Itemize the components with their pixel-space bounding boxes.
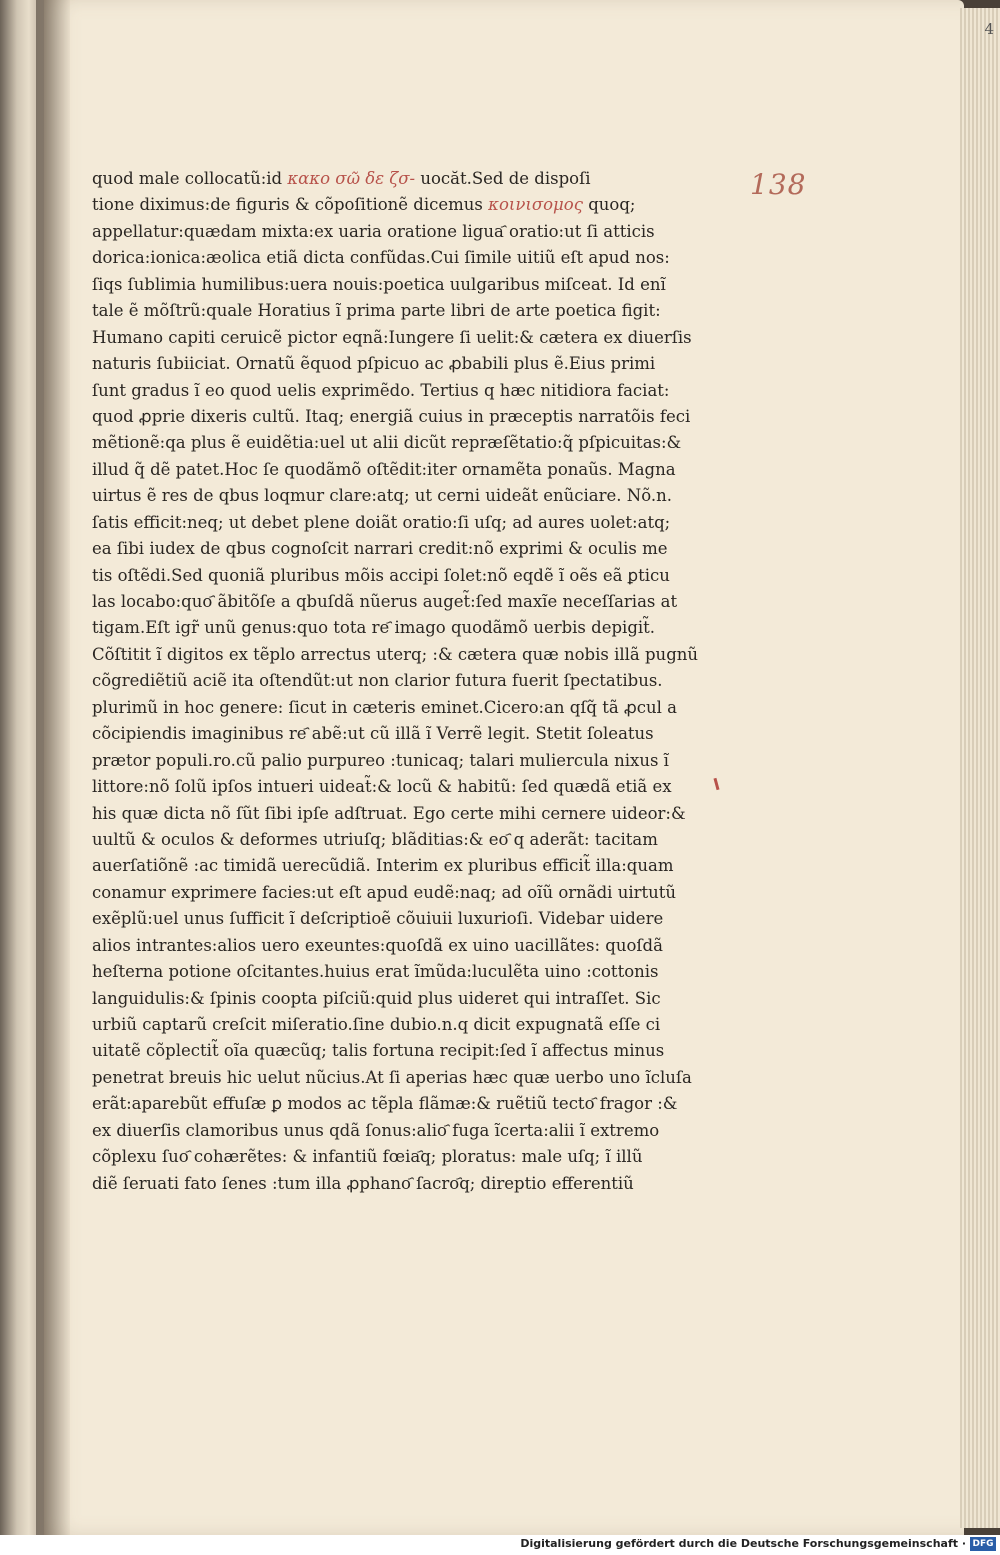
text-line: ex diuerſis clamoribus unus qdã ſonus:alio҄ fuga ĩcerta:alii ĩ extremo [92,1120,660,1140]
right-fore-edge [960,8,1000,1528]
text-line: heſterna potione oſcitantes.huius erat ĩmũda:luculẽta uino :cottonis [92,962,659,982]
text-line: illud q̃ dẽ patet.Hoc ſe quodãmõ oſtẽdit:iter ornamẽta ponaũs. Magna [92,459,676,479]
text-line: diẽ ſeruati fato ſenes :tum illa ꝓphano҄ ſacro҄q; direptio efferentiũ [92,1173,634,1193]
text-line: uultũ & oculos & deformes utriuſq; blãditias:& eo҄ q aderãt: tacitam [92,829,658,849]
text-line: alios intrantes:alios uero exeuntes:quoſdã ex uino uacillãtes: quoſdã [92,935,663,955]
dfg-logo: DFG [970,1537,996,1551]
line-segment: quoq; [582,195,636,215]
text-line: appellatur:quædam mixta:ex uaria oratione ligua҄ oratio:ut ſi atticis [92,221,655,241]
text-line: cõcipiendis imaginibus re҄ abẽ:ut cũ illã ĩ Verrẽ legit. Stetit ſoleatus [92,724,654,744]
text-line: urbiũ captarũ creſcit miſeratio.ſine dubio.n.q dicit expugnatã eſſe ci [92,1015,661,1034]
text-line: las locabo:quo҄ ãbitõſe a qbuſdã nũerus auget̃:ſed maxĩe neceſſarias at [92,592,678,611]
text-line: cõplexu ſuo҄ cohærẽtes: & infantiũ fœia҄q; ploratus: male uſq; ĩ illũ [92,1147,643,1167]
text-line: littore:nõ ſolũ ipſos intueri uideat̃:& locũ & habitũ: ſed quædã etiã ex [92,777,672,797]
text-line: prætor populi.ro.cũ palio purpureo :tunicaq; talari muliercula nixus ĩ [92,750,669,770]
text-line: Cõſtitit ĩ digitos ex tẽplo arrectus uterq; :& cætera quæ nobis illã pugnũ [92,644,699,664]
text-line [92,166,712,192]
text-line: uitatẽ cõplectit̃ oĩa quæcũq; talis fortuna recipit:ſed ĩ affectus minus [92,1041,665,1061]
book-gutter [36,0,70,1535]
text-line: plurimũ in hoc genere: ſicut in cæteris eminet.Cicero:an qſq̃ tã ꝓcul a [92,697,677,717]
footer-credit: Digitalisierung gefördert durch die Deutsche Forschungsgemeinschaft · [520,1537,966,1550]
text-line: mẽtionẽ:qa plus ẽ euidẽtia:uel ut alii dicũt repræſẽtatio:q̃ pſpicuitas:& [92,433,682,453]
line-segment: quod male collocatũ:id [92,169,288,188]
text-line: conamur exprimere facies:ut eſt apud eudẽ:naq; ad oĩũ ornãdi uirtutũ [92,882,676,902]
corner-mark: 4 [984,20,994,38]
text-line: ſatis efficit:neq; ut debet plene doiãt oratio:ſi uſq; ad aures uolet:atq; [92,512,671,532]
text-line: cõgrediẽtiũ aciẽ ita oſtendũt:ut non clarior futura fuerit ſpeсtatibus. [92,671,663,691]
text-block [92,166,712,1197]
text-line: tis oſtẽdi.Sed quoniã pluribus mõis accipi ſolet:nõ eqdẽ ĩ oẽs eã ꝑticu [92,565,670,585]
text-line: auerſatiõnẽ :ac timidã uerecũdiã. Interim ex pluribus efficit̃ illa:quam [92,856,674,876]
line-segment: uocăt.Sed de dispoſi [415,169,591,188]
text-line: penetrat breuis hic uelut nũcius.At ſi aperias hæc quæ uerbo uno ĩcluſa [92,1067,692,1087]
text-line: Humano capiti ceruicẽ pictor eqnã:Iungere ſi uelit:& cætera ex diuerſis [92,327,692,347]
text-line: uirtus ẽ res de qbus loqmur clare:atq; ut cerni uideãt enũciare. Nõ.n. [92,486,672,506]
folio-number: 138 [750,168,807,201]
text-line: tigam.Eſt igr̃ unũ genus:quo tota re҄ imago quodãmõ uerbis depigit̃. [92,618,656,638]
text-line: erãt:aparebũt effuſæ ꝑ modos ac tẽpla flãmæ:& ruẽtiũ tecto҄ fragor :& [92,1094,678,1114]
text-line: naturis ſubiiciat. Ornatũ ẽquod pſpicuo ac ꝓbabili plus ẽ.Eius primi [92,354,656,374]
greek-insertion: κακο σῶ δε ζσ- [287,169,416,188]
text-line: ſiqs ſublimia humilibus:uera nouis:poetica uulgaribus miſceat. Id enĩ [92,274,666,294]
text-line: exẽplũ:uel unus ſufficit ĩ deſcriptioẽ cõuiuii luxurioſi. Videbar uidere [92,909,664,929]
text-line: ea ſibi iudex de qbus cognoſcit narrari credit:nõ exprimi & oculis me [92,539,668,559]
text-line: quod ꝓprie dixeris cultũ. Itaq; energiã cuius in præceptis narratõis feci [92,406,691,426]
text-line: tale ẽ mõſtrũ:quale Horatius ĩ prima parte libri de arte poetica figit: [92,301,661,321]
text-line [92,192,712,218]
text-line: languidulis:& ſpinis coopta piſciũ:quid plus uideret qui intraſſet. Sic [92,988,661,1008]
text-line: his quæ dicta nõ ſũt ſibi ipſe adſtruat. Ego certe mihi cernere uideor:& [92,803,686,823]
text-line: dorica:ionica:æolica etiã dicta confũdas.Cui ſimile uitiũ eſt apud nos: [92,248,670,268]
line-segment: tione diximus:de figuris & cõpoſitionẽ dicemus [92,195,489,215]
greek-insertion: κοινισομος [488,195,583,215]
text-line: ſunt gradus ĩ eo quod uelis exprimẽdo. Tertius q hæc nitidiora faciat: [92,380,670,400]
